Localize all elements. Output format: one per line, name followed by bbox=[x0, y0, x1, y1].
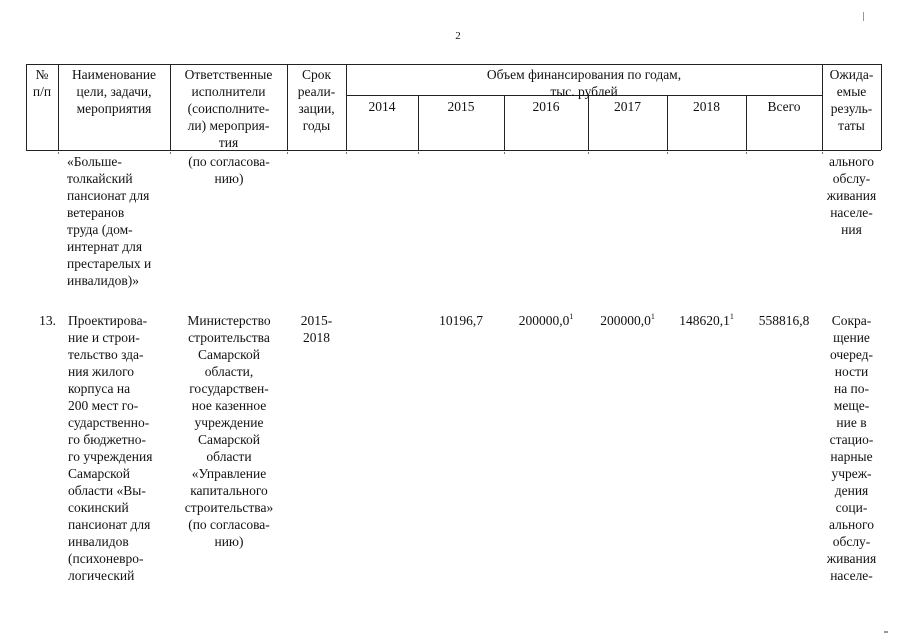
header-num-line: № bbox=[35, 67, 49, 82]
row-13-name-line: области «Вы- bbox=[68, 483, 146, 498]
row-13-term-line: 2018 bbox=[303, 330, 330, 345]
row-13-name-line: сокинский bbox=[68, 500, 129, 515]
column-tick bbox=[418, 152, 419, 154]
header-num-line: п/п bbox=[32, 84, 52, 99]
row-13-name-line: тельство зда- bbox=[68, 347, 144, 362]
row-13-name bbox=[68, 312, 168, 584]
continued-row-name bbox=[67, 153, 167, 289]
header-term-line: зации, bbox=[298, 101, 335, 116]
row-13-executors-line: государствен- bbox=[189, 381, 269, 396]
row-13-result-line: населе- bbox=[830, 568, 873, 583]
scan-speck bbox=[884, 631, 888, 633]
header-result-line: емые bbox=[836, 84, 867, 99]
header-year-2016: 2016 bbox=[532, 99, 560, 114]
row-13-name-line: Проектирова- bbox=[68, 313, 148, 328]
header-result-line: Ожида- bbox=[829, 67, 874, 82]
continued-name-line: интернат для bbox=[67, 239, 143, 254]
column-tick bbox=[504, 152, 505, 154]
header-funding-title bbox=[346, 66, 822, 100]
row-13-2017 bbox=[588, 312, 667, 329]
header-year-2017: 2017 bbox=[614, 99, 641, 114]
row-13-result-line: ального bbox=[829, 517, 874, 532]
continued-result-line: ального bbox=[829, 154, 874, 169]
row-13-2016 bbox=[504, 312, 588, 329]
header-executors-line: тия bbox=[218, 135, 239, 150]
header-year-2014: 2014 bbox=[368, 99, 396, 114]
row-13-executors-line: капитального bbox=[190, 483, 268, 498]
continued-name-line: пансионат для bbox=[67, 188, 150, 203]
row-13-executors-line: (по согласова- bbox=[188, 517, 270, 532]
row-13-result-line: обслу- bbox=[832, 534, 871, 549]
row-13-executors-line: строительства» bbox=[184, 500, 274, 515]
row-13-result-line: учреж- bbox=[831, 466, 872, 481]
column-tick bbox=[746, 152, 747, 154]
header-executors-line: исполнители bbox=[191, 84, 266, 99]
row-13-term-line: 2015- bbox=[300, 313, 333, 328]
row-13-number: 13. bbox=[39, 313, 56, 328]
header-term bbox=[287, 66, 346, 134]
row-13-name-line: корпуса на bbox=[68, 381, 131, 396]
header-result-line: таты bbox=[838, 118, 865, 133]
header-year-2018: 2018 bbox=[693, 99, 720, 114]
column-tick bbox=[588, 152, 589, 154]
row-13-2018 bbox=[667, 312, 746, 329]
row-13-name-line: Самарской bbox=[68, 466, 131, 481]
row-13-executors-line: учреждение bbox=[194, 415, 264, 430]
footnote-mark: 1 bbox=[569, 312, 574, 321]
header-term-line: реали- bbox=[297, 84, 336, 99]
row-13-result-line: стацио- bbox=[829, 432, 874, 447]
row-13-name-line: сударственно- bbox=[68, 415, 150, 430]
footnote-mark: 1 bbox=[650, 312, 655, 321]
row-13-executors-line: нию) bbox=[214, 534, 244, 549]
row-13-result-line: дения bbox=[834, 483, 869, 498]
row-13-result-line: живания bbox=[826, 551, 877, 566]
row-13-name-line: (психоневро- bbox=[68, 551, 144, 566]
header-name-line: мероприятия bbox=[76, 101, 152, 116]
header-result-line: резуль- bbox=[830, 101, 873, 116]
header-bottom-border bbox=[26, 150, 881, 151]
continued-executors-line: (по согласова- bbox=[188, 154, 270, 169]
row-13-2016-value: 200000,0 bbox=[518, 313, 570, 328]
continued-name-line: ветеранов bbox=[67, 205, 125, 220]
header-executors bbox=[170, 66, 287, 151]
row-13-name-line: инвалидов bbox=[68, 534, 129, 549]
row-13-executors bbox=[172, 312, 286, 550]
row-13-result bbox=[822, 312, 881, 584]
row-13-name-line: го учреждения bbox=[68, 449, 153, 464]
continued-result-line: населе- bbox=[830, 205, 873, 220]
continued-name-line: престарелых и bbox=[67, 256, 152, 271]
row-13-result-line: Сокра- bbox=[831, 313, 872, 328]
header-executors-line: Ответственные bbox=[184, 67, 273, 82]
row-13-result-line: ние в bbox=[836, 415, 867, 430]
row-13-name-line: пансионат для bbox=[68, 517, 151, 532]
continued-row-result bbox=[822, 153, 881, 238]
row-13-result-line: соци- bbox=[835, 500, 868, 515]
row-13-executors-line: Самарской bbox=[197, 347, 261, 362]
header-term-line: Срок bbox=[301, 67, 332, 82]
row-13-term bbox=[287, 312, 346, 346]
header-num bbox=[26, 66, 58, 100]
row-13-executors-line: ное казенное bbox=[191, 398, 267, 413]
continued-name-line: труда (дом- bbox=[67, 222, 133, 237]
row-13-executors-line: «Управление bbox=[191, 466, 267, 481]
row-13-name-line: логический bbox=[68, 568, 135, 583]
header-funding-line: тыс. рублей bbox=[550, 84, 618, 99]
row-13-result-line: очеред- bbox=[829, 347, 874, 362]
row-13-2018-value: 148620,1 bbox=[679, 313, 730, 328]
row-13-2017-value: 200000,0 bbox=[600, 313, 651, 328]
header-term-line: годы bbox=[302, 118, 331, 133]
footnote-mark: 1 bbox=[729, 312, 734, 321]
header-name bbox=[58, 66, 170, 117]
header-executors-line: (соисполните- bbox=[187, 101, 270, 116]
row-13-name-line: 200 мест го- bbox=[68, 398, 139, 413]
header-result bbox=[822, 66, 881, 134]
row-13-executors-line: области, bbox=[204, 364, 254, 379]
continued-result-line: ния bbox=[841, 222, 862, 237]
continued-result-line: живания bbox=[826, 188, 877, 203]
col-border bbox=[881, 64, 882, 150]
column-tick bbox=[170, 152, 171, 154]
row-13-executors-line: Самарской bbox=[197, 432, 261, 447]
header-funding-line: Объем финансирования по годам, bbox=[486, 67, 682, 82]
row-13-result-line: на по- bbox=[833, 381, 870, 396]
column-tick bbox=[346, 152, 347, 154]
continued-name-line: толкайский bbox=[67, 171, 133, 186]
row-13-total: 558816,8 bbox=[758, 313, 810, 328]
table-top-border bbox=[26, 64, 881, 65]
header-total: Всего bbox=[767, 99, 801, 114]
row-13-name-line: ния жилого bbox=[68, 364, 135, 379]
row-13-result-line: меще- bbox=[833, 398, 870, 413]
header-name-line: цели, задачи, bbox=[76, 84, 152, 99]
continued-name-line: инвалидов)» bbox=[67, 273, 139, 288]
column-tick bbox=[58, 152, 59, 154]
header-year-2015: 2015 bbox=[447, 99, 475, 114]
row-13-result-line: нарные bbox=[830, 449, 873, 464]
column-tick bbox=[667, 152, 668, 154]
row-13-executors-line: Министерство bbox=[187, 313, 271, 328]
row-13-executors-line: области bbox=[206, 449, 252, 464]
scan-speck bbox=[863, 12, 864, 21]
continued-row-executors bbox=[172, 153, 286, 187]
continued-executors-line: нию) bbox=[214, 171, 244, 186]
header-name-line: Наименование bbox=[71, 67, 157, 82]
page-number: 2 bbox=[455, 30, 461, 42]
continued-result-line: обслу- bbox=[832, 171, 871, 186]
row-13-result-line: щение bbox=[833, 330, 870, 345]
row-13-name-line: ние и строи- bbox=[68, 330, 140, 345]
continued-name-line: «Больше- bbox=[67, 154, 122, 169]
row-13-executors-line: строительства bbox=[188, 330, 270, 345]
column-tick bbox=[287, 152, 288, 154]
row-13-2015: 10196,7 bbox=[439, 313, 483, 328]
row-13-name-line: го бюджетно- bbox=[68, 432, 146, 447]
header-executors-line: ли) мероприя- bbox=[187, 118, 270, 133]
row-13-result-line: ности bbox=[834, 364, 869, 379]
